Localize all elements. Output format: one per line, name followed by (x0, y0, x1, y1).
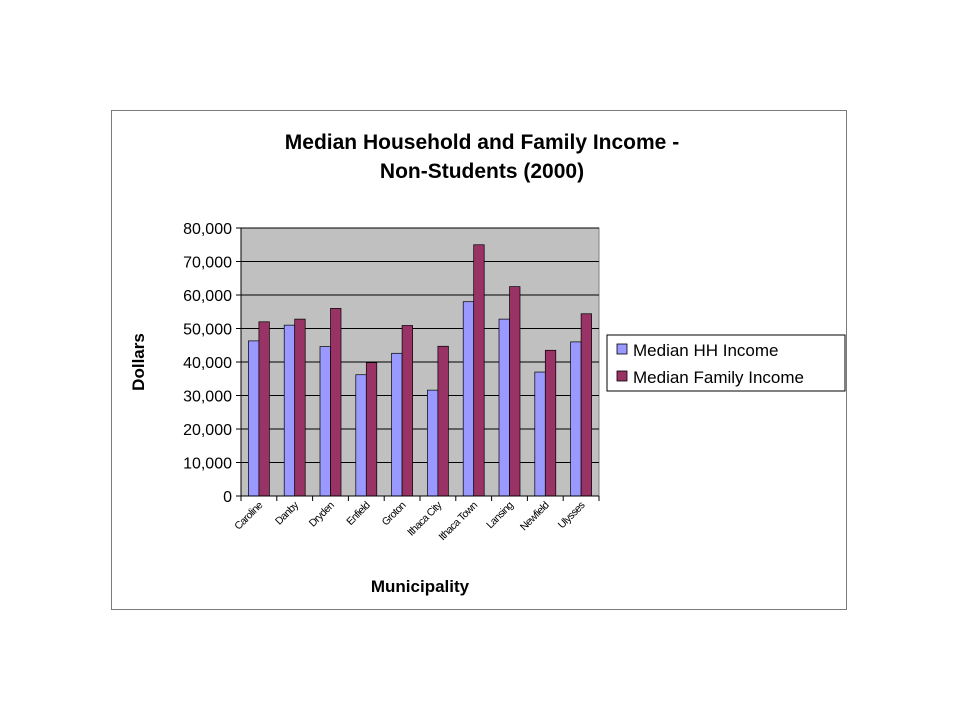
bar-family-enfield (366, 363, 377, 496)
bar-family-ithaca-city (438, 346, 449, 496)
bar-family-caroline (259, 322, 270, 496)
legend-label-family: Median Family Income (633, 368, 805, 387)
bar-family-danby (295, 319, 306, 496)
chart-title-line-1: Median Household and Family Income - (284, 131, 680, 154)
bar-family-newfield (545, 350, 556, 496)
x-tick-label: Lansing (484, 499, 516, 532)
y-tick-label: 80,000 (183, 221, 232, 238)
legend (607, 335, 845, 391)
bar-hh-ithaca-city (427, 390, 438, 496)
x-ticks (232, 499, 587, 543)
y-tick-label: 30,000 (183, 388, 232, 406)
x-tick-label: Ithaca Town (436, 499, 480, 543)
legend-swatch-hh (617, 344, 627, 354)
bar-hh-ithaca-town (463, 302, 474, 496)
y-tick-label: 60,000 (183, 288, 232, 305)
y-tick-label: 50,000 (183, 321, 232, 339)
bar-hh-danby (284, 325, 295, 496)
y-ticks (183, 221, 232, 506)
bar-family-ulysses (581, 314, 592, 496)
chart-title-line-2: Non-Students (2000) (379, 160, 585, 183)
bar-hh-enfield (356, 375, 367, 496)
x-tick-label: Dryden (306, 499, 337, 530)
bar-family-ithaca-town (474, 245, 485, 496)
y-tick-label: 10,000 (183, 455, 232, 473)
x-tick-label: Danby (272, 499, 301, 528)
y-tick-label: 40,000 (183, 355, 232, 372)
y-tick-label: 70,000 (183, 254, 232, 272)
x-tick-label: Caroline (232, 499, 266, 533)
x-tick-label: Ulysses (555, 499, 588, 532)
x-tick-label: Groton (379, 499, 409, 529)
bar-hh-dryden (320, 347, 331, 496)
bar-hh-lansing (499, 319, 510, 496)
bar-family-lansing (510, 287, 521, 496)
x-tick-label: Enfield (344, 499, 373, 528)
bar-family-groton (402, 325, 413, 496)
x-tick-label: Newfield (517, 499, 552, 534)
legend-label-hh: Median HH Income (633, 341, 779, 360)
bar-hh-groton (392, 353, 403, 496)
y-axis-title: Dollars (129, 333, 148, 391)
chart-frame (111, 110, 847, 610)
y-tick-label: 20,000 (183, 422, 232, 439)
chart-svg (112, 111, 846, 609)
x-axis-title: Municipality (370, 577, 470, 596)
legend-swatch-family (617, 371, 627, 381)
bar-family-dryden (331, 308, 342, 496)
x-tick-label: Ithaca City (405, 499, 445, 539)
y-tick-label: 0 (223, 489, 232, 506)
bar-hh-caroline (248, 341, 259, 496)
bar-hh-newfield (535, 372, 546, 496)
bar-hh-ulysses (571, 342, 582, 496)
